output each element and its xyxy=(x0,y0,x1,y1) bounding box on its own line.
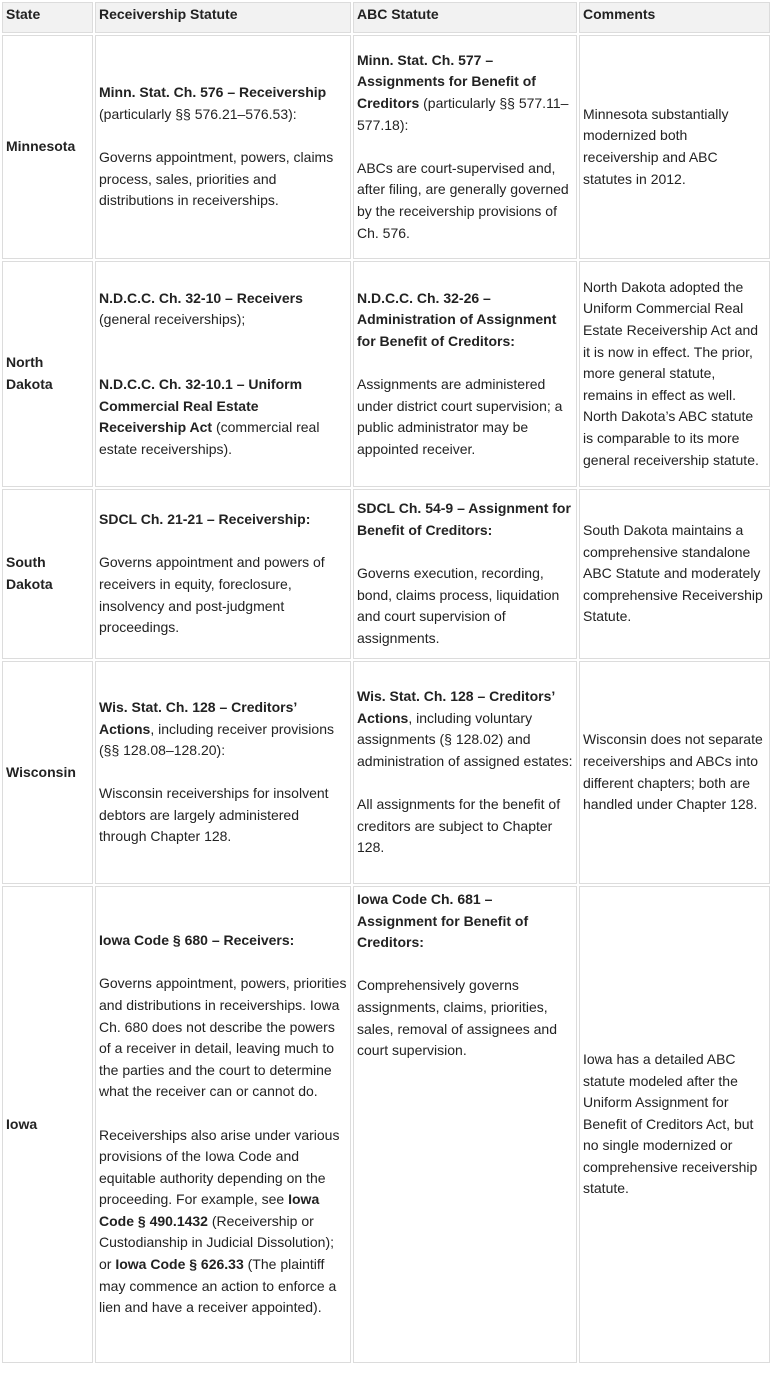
abc-citation: Wis. Stat. Ch. 128 – Creditors’ Actions, including voluntary assignments (§ 128.02) and administration of assigned estates: xyxy=(357,688,573,769)
receivership-cell xyxy=(95,661,351,884)
abc-citation: N.D.C.C. Ch. 32-26 – Administration of Assignment for Benefit of Creditors: xyxy=(357,289,557,349)
header-row xyxy=(2,2,770,33)
table-row xyxy=(2,886,770,1363)
receivership-description-2: Receiverships also arise under various provisions of the Iowa Code and equitable authority depending on the proceeding. For example, see Iowa Code § 490.1432 (Receivership or Custodianship in Judicial Dissolution); or Iowa Code § 626.33 (The plaintiff may commence an action to enforce a lien and have a receiver appointed). xyxy=(99,1126,340,1316)
abc-description: ABCs are court-supervised and, after filing, are generally governed by the receivership provisions of Ch. 576. xyxy=(357,159,569,241)
header-comments: Comments xyxy=(579,2,770,33)
header-receivership-statute: Receivership Statute xyxy=(95,2,351,33)
abc-citation: Minn. Stat. Ch. 577 – Assignments for Benefit of Creditors (particularly §§ 577.11–577.18): xyxy=(357,51,569,133)
table-row xyxy=(2,661,770,884)
comments-cell: Minnesota substantially modernized both receivership and ABC statutes in 2012. xyxy=(579,35,770,259)
receivership-citation: SDCL Ch. 21-21 – Receivership: xyxy=(99,511,311,528)
receivership-description: Wisconsin receiverships for insolvent debtors are largely administered through Chapter 128. xyxy=(99,785,329,845)
state-cell: North Dakota xyxy=(2,261,93,487)
table-row xyxy=(2,489,770,659)
comments-cell: Iowa has a detailed ABC statute modeled after the Uniform Assignment for Benefit of Creditors Act, but no single modernized or comprehensive receivership statute. xyxy=(579,886,770,1363)
header-abc-statute: ABC Statute xyxy=(353,2,577,33)
abc-description: Comprehensively governs assignments, claims, priorities, sales, removal of assignees and court supervision. xyxy=(357,977,557,1059)
receivership-cell xyxy=(95,35,351,259)
state-cell: Wisconsin xyxy=(2,661,93,884)
state-cell: Iowa xyxy=(2,886,93,1363)
receivership-cell xyxy=(95,489,351,659)
comments-cell: Wisconsin does not separate receiverships and ABCs into different chapters; both are handled under Chapter 128. xyxy=(579,661,770,884)
abc-citation: Iowa Code Ch. 681 – Assignment for Benefit of Creditors: xyxy=(357,891,529,951)
abc-cell xyxy=(353,661,577,884)
abc-cell xyxy=(353,261,577,487)
receivership-description: Governs appointment, powers, priorities and distributions in receiverships. Iowa Ch. 680 does not describe the powers of a receiver in detail, leaving much to the parties and the court to determine what the receiver can or cannot do. xyxy=(99,975,347,1100)
receivership-cell xyxy=(95,261,351,487)
abc-cell xyxy=(353,489,577,659)
table-row xyxy=(2,35,770,259)
state-cell: South Dakota xyxy=(2,489,93,659)
receivership-citation: Minn. Stat. Ch. 576 – Receivership (particularly §§ 576.21–576.53): xyxy=(99,84,327,122)
abc-description: Assignments are administered under district court supervision; a public administrator may be appointed receiver. xyxy=(357,376,563,457)
receivership-citation: Iowa Code § 680 – Receivers: xyxy=(99,932,295,949)
receivership-citation-2: N.D.C.C. Ch. 32-10.1 – Uniform Commercial Real Estate Receivership Act (commercial real estate receiverships). xyxy=(99,376,320,457)
abc-cell xyxy=(353,886,577,1363)
state-cell: Minnesota xyxy=(2,35,93,259)
comments-cell: South Dakota maintains a comprehensive standalone ABC Statute and moderately comprehensive Receivership Statute. xyxy=(579,489,770,659)
abc-citation: SDCL Ch. 54-9 – Assignment for Benefit of Creditors: xyxy=(357,500,571,539)
table-row xyxy=(2,261,770,487)
comments-cell: North Dakota adopted the Uniform Commercial Real Estate Receivership Act and it is now in effect. The prior, more general statute, remains in effect as well. North Dakota’s ABC statute is comparable to its more general receivership statute. xyxy=(579,261,770,487)
abc-description: Governs execution, recording, bond, claims process, liquidation and court supervision of assignments. xyxy=(357,565,560,646)
receivership-cell xyxy=(95,886,351,1363)
receivership-description: Governs appointment and powers of receivers in equity, foreclosure, insolvency and post-judgment proceedings. xyxy=(99,554,325,636)
abc-description: All assignments for the benefit of creditors are subject to Chapter 128. xyxy=(357,796,561,856)
header-state: State xyxy=(2,2,93,33)
abc-cell xyxy=(353,35,577,259)
receivership-citation: Wis. Stat. Ch. 128 – Creditors’ Actions, including receiver provisions (§§ 128.08–128.20): xyxy=(99,698,334,759)
receivership-citation: N.D.C.C. Ch. 32-10 – Receivers (general receiverships); xyxy=(99,289,303,328)
receivership-description: Governs appointment, powers, claims process, sales, priorities and distributions in receiverships. xyxy=(99,149,334,209)
